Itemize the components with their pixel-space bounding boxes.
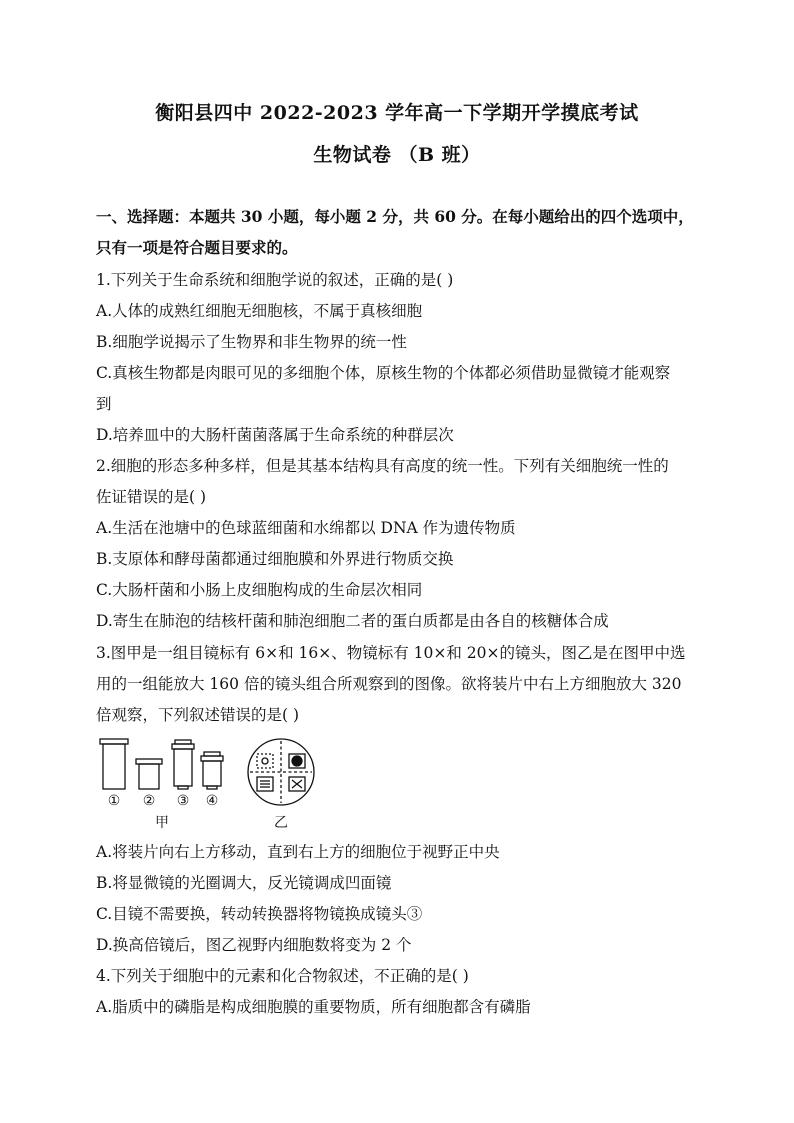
q2-option-a: A.生活在池塘中的色球蓝细菌和水绵都以 DNA 作为遗传物质: [96, 519, 516, 537]
q2-stem-line1: 2.细胞的形态多种多样，但是其基本结构具有高度的统一性。下列有关细胞统一性的: [96, 457, 669, 475]
q3-stem-line2: 用的一组能放大 160 倍的镜头组合所观察到的图像。欲将装片中右上方细胞放大 320: [96, 675, 682, 693]
field-of-view-icon: [248, 739, 314, 805]
q3-stem-line1: 3.图甲是一组目镜标有 6×和 16×、物镜标有 10×和 20×的镜头，图乙是在图甲中选: [96, 644, 686, 662]
exam-title: 衡阳县四中 2022-2023 学年高一下学期开学摸底考试: [155, 102, 639, 124]
q2-option-d: D.寄生在肺泡的结核杆菌和肺泡细胞二者的蛋白质都是由各自的核糖体合成: [96, 612, 609, 630]
q1-option-a: A.人体的成熟红细胞无细胞核，不属于真核细胞: [96, 302, 423, 320]
q1-option-c-continued: 到: [96, 395, 112, 413]
microscope-figure: [96, 735, 336, 835]
q4-option-a: A.脂质中的磷脂是构成细胞膜的重要物质，所有细胞都含有磷脂: [96, 998, 531, 1016]
exam-subtitle: 生物试卷 （B 班）: [313, 144, 481, 166]
lens-1-icon: [100, 739, 128, 789]
section-heading-line2: 只有一项是符合题目要求的。: [96, 238, 298, 257]
figure-label-yi: 乙: [274, 815, 288, 831]
q2-option-c: C.大肠杆菌和小肠上皮细胞构成的生命层次相同: [96, 581, 423, 599]
q3-option-d: D.换高倍镜后，图乙视野内细胞数将变为 2 个: [96, 936, 412, 954]
q4-stem: 4.下列关于细胞中的元素和化合物叙述，不正确的是( ): [96, 967, 469, 985]
q3-stem-line3: 倍观察，下列叙述错误的是( ): [96, 706, 300, 724]
q2-option-b: B.支原体和酵母菌都通过细胞膜和外界进行物质交换: [96, 550, 454, 568]
lens-4-icon: [201, 752, 223, 789]
q1-option-c: C.真核生物都是肉眼可见的多细胞个体，原核生物的个体都必须借助显微镜才能观察: [96, 364, 671, 382]
lens-3-icon: [172, 740, 194, 789]
q1-option-b: B.细胞学说揭示了生物界和非生物界的统一性: [96, 333, 407, 351]
section-heading-line1: 一、选择题：本题共 30 小题，每小题 2 分，共 60 分。在每小题给出的四个选项中，: [96, 207, 694, 226]
q3-option-c: C.目镜不需要换，转动转换器将物镜换成镜头③: [96, 905, 423, 923]
q2-stem-line2: 佐证错误的是( ): [96, 488, 207, 506]
lens-label-3: ③: [176, 793, 190, 809]
lens-2-icon: [136, 759, 162, 789]
q1-option-d: D.培养皿中的大肠杆菌菌落属于生命系统的种群层次: [96, 426, 454, 444]
lens-label-4: ④: [205, 793, 219, 809]
q3-option-a: A.将装片向右上方移动，直到右上方的细胞位于视野正中央: [96, 843, 500, 861]
lens-label-2: ②: [142, 793, 156, 809]
figure-label-jia: 甲: [155, 815, 169, 831]
lens-label-1: ①: [107, 793, 121, 809]
q3-option-b: B.将显微镜的光圈调大，反光镜调成凹面镜: [96, 874, 392, 892]
q1-stem: 1.下列关于生命系统和细胞学说的叙述，正确的是( ): [96, 271, 454, 289]
